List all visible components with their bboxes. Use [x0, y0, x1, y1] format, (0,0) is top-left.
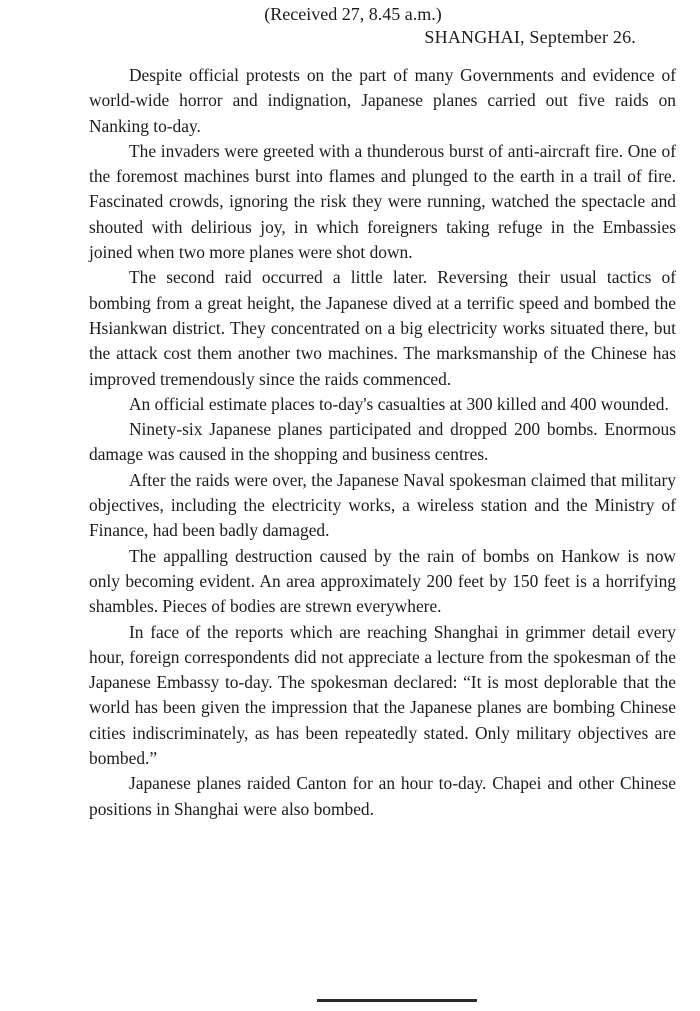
- paragraph: Despite official protests on the part of many Governments and evidence of world-wide horror and indignation, Japanese planes carried out five raids on Nanking to-day.: [89, 65, 676, 136]
- article-body: [89, 63, 676, 822]
- received-time-header: (Received 27, 8.45 a.m.): [264, 4, 442, 24]
- end-rule: [317, 999, 477, 1002]
- paragraph: The second raid occurred a little later. Reversing their usual tactics of bombing from a great height, the Japanese dived at a terrific speed and bombed the Hsiankwan district. They concentrated on a big electricity works situated there, but the attack cost them another two machines. The marksmanship of the Chinese has improved tremendously since the raids commenced.: [89, 267, 676, 389]
- paragraph: Ninety-six Japanese planes participated and dropped 200 bombs. Enormous damage was caused in the shopping and business centres.: [89, 419, 676, 465]
- paragraph: After the raids were over, the Japanese Naval spokesman claimed that military objectives, including the electricity works, a wireless station and the Ministry of Finance, had been badly damaged.: [89, 469, 676, 541]
- paragraph: In face of the reports which are reaching Shanghai in grimmer detail every hour, foreign correspondents did not appreciate a lecture from the spokesman of the Japanese Embassy to-day. The spokesman declared: “It is most deplorable that the world has been given the impression that the Japanese planes are bombing Chinese cities indiscriminately, as has been repeatedly stated. Only military objectives are bombed.”: [89, 621, 676, 769]
- paragraph: The appalling destruction caused by the rain of bombs on Hankow is now only becoming evident. An area approximately 200 feet by 150 feet is a horrifying shambles. Pieces of bodies are strewn everywhere.: [89, 545, 676, 617]
- paragraph: Japanese planes raided Canton for an hour to-day. Chapei and other Chinese positions in Shanghai were also bombed.: [89, 773, 676, 819]
- paragraph: An official estimate places to-day's casualties at 300 killed and 400 wounded.: [129, 393, 669, 414]
- dateline: SHANGHAI, September 26.: [424, 27, 636, 47]
- paragraph: The invaders were greeted with a thunderous burst of anti-aircraft fire. One of the foremost machines burst into flames and plunged to the earth in a trail of fire. Fascinated crowds, ignoring the risk they were running, watched the spectacle and shouted with delirious joy, in which foreigners taking refuge in the Embassies joined when two more planes were shot down.: [89, 140, 676, 263]
